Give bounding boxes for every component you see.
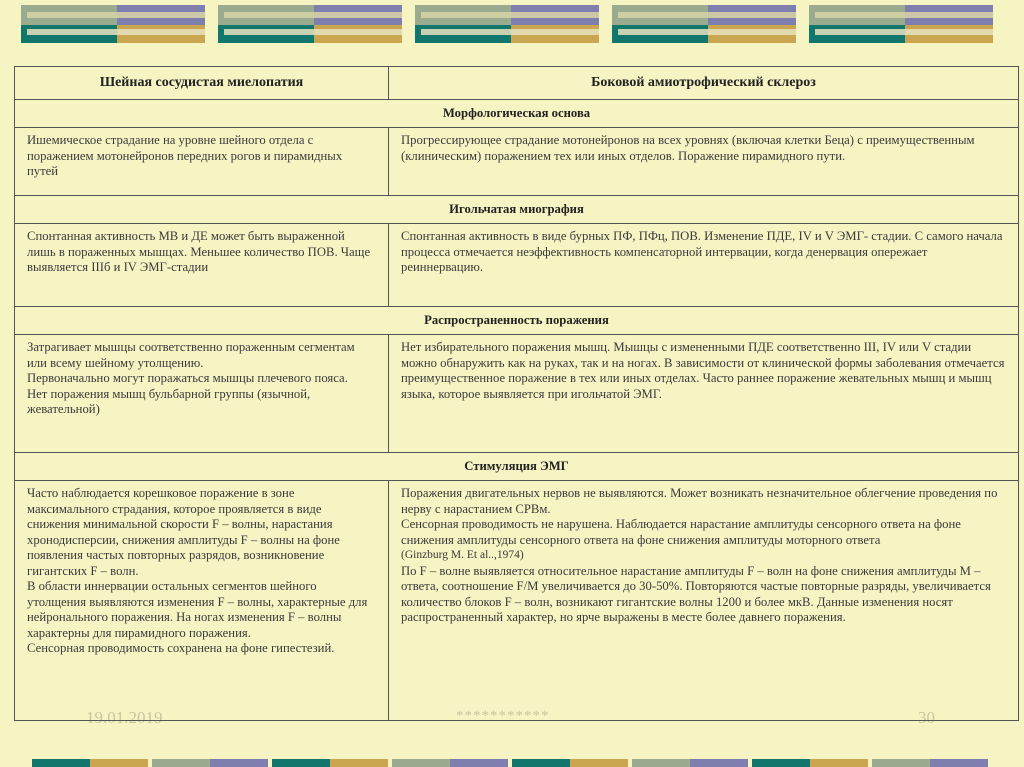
table-row xyxy=(15,224,1019,307)
cell-text: Сенсорная проводимость не нарушена. Наблюдается нарастание амплитуды сенсорного ответа на фоне снижения амплитуды сенсорного ответа на фоне снижения амплитуды моторного ответа xyxy=(401,517,961,547)
section-row xyxy=(15,196,1019,224)
cell-left xyxy=(15,335,389,453)
cell-left xyxy=(15,128,389,196)
table-row xyxy=(15,335,1019,453)
bottom-decorative-strip xyxy=(32,759,988,767)
banner-tile xyxy=(21,5,205,43)
strip-tile xyxy=(632,759,748,767)
column-header-left: Шейная сосудистая миелопатия xyxy=(15,67,389,100)
table-header-row xyxy=(15,67,1019,100)
cell-text: Поражения двигательных нервов не выявляются. Может возникать незначительное облегчение проведения по нерву с нарастанием СРВм. xyxy=(401,486,998,516)
column-header-right: Боковой амиотрофический склероз xyxy=(389,67,1019,100)
banner-tile xyxy=(415,5,599,43)
slide-number: 30 xyxy=(918,708,935,727)
slide-date: 19.01.2019 xyxy=(86,708,163,727)
cell-left xyxy=(15,481,389,721)
cell-right xyxy=(389,128,1019,196)
cell-left xyxy=(15,224,389,307)
section-title: Игольчатая миография xyxy=(15,196,1019,224)
strip-tile xyxy=(32,759,148,767)
slide-footer-stars: *********** xyxy=(456,708,550,724)
section-title: Морфологическая основа xyxy=(15,100,1019,128)
top-decorative-banner xyxy=(21,5,993,43)
cell-text: Первоначально могут поражаться мышцы плечевого пояса. xyxy=(27,371,348,385)
cell-text: Сенсорная проводимость сохранена на фоне гипестезий. xyxy=(27,641,335,655)
cell-text: Нет избирательного поражения мышц. Мышцы с измененными ПДЕ соответственно III, IV или V стадии можно обнаружить как на руках, так и на ногах. В зависимости от клинической формы заболевания отмечается преимущественное поражение в тех или иных отделах. Часто раннее поражение жевательных мышц и мышц языка, которое выявляется при игольчатой ЭМГ. xyxy=(401,340,1005,401)
section-title: Распространенность поражения xyxy=(15,307,1019,335)
section-row xyxy=(15,453,1019,481)
section-row xyxy=(15,100,1019,128)
cell-text: Часто наблюдается корешковое поражение в зоне максимального страдания, которое проявляется в виде снижения минимальной скорости F – волны, нарастания хронодисперсии, снижения амплитуды F – волны на фоне появления частых повторных разрядов, возникновение гигантских F – волн. xyxy=(27,486,340,578)
strip-tile xyxy=(392,759,508,767)
strip-tile xyxy=(872,759,988,767)
cell-text: Спонтанная активность в виде бурных ПФ, ПФц, ПОВ. Изменение ПДЕ, IV и V ЭМГ- стадии. С самого начала процесса отмечается неэффективность компенсаторной интервации, когда денервация опережает реиннервацию. xyxy=(401,229,1003,274)
cell-right xyxy=(389,335,1019,453)
table-row xyxy=(15,481,1019,721)
banner-tile xyxy=(218,5,402,43)
cell-text: Нет поражения мышц бульбарной группы (язычной, жевательной) xyxy=(27,386,311,416)
strip-tile xyxy=(272,759,388,767)
strip-tile xyxy=(152,759,268,767)
cell-text: Ишемическое страдание на уровне шейного отдела с поражением мотонейронов передних рогов и пирамидных путей xyxy=(27,133,343,178)
strip-tile xyxy=(512,759,628,767)
section-title: Стимуляция ЭМГ xyxy=(15,453,1019,481)
cell-text: Затрагивает мышцы соответственно пораженным сегментам или всему шейному утолщению. xyxy=(27,340,355,370)
table-row xyxy=(15,128,1019,196)
cell-text: Прогрессирующее страдание мотонейронов на всех уровнях (включая клетки Беца) с преимущественным (клиническим) поражением тех или иных отделов. Поражение пирамидного пути. xyxy=(401,133,975,163)
cell-text: В области иннервации остальных сегментов шейного утолщения выявляются изменения F – волны, характерные для нейронального поражения. На ногах изменения F – волны характерны для пирамидного поражения. xyxy=(27,579,368,640)
banner-tile xyxy=(809,5,993,43)
section-row xyxy=(15,307,1019,335)
cell-right xyxy=(389,481,1019,721)
cell-right xyxy=(389,224,1019,307)
cell-citation: (Ginzburg M. Et al..,1974) xyxy=(401,549,524,561)
cell-text: По F – волне выявляется относительное нарастание амплитуды F – волн на фоне снижения амплитуды М – ответа, соотношение F/M увеличивается до 30-50%. Повторяются частые повторные разряды, увеличивается количество блоков F – волн, возникают гигантские волны 1200 и более мкВ. Данные изменения носят распространенный характер, но ярче выражены в месте более давнего поражения. xyxy=(401,563,991,624)
banner-tile xyxy=(612,5,796,43)
strip-tile xyxy=(752,759,868,767)
cell-text: Спонтанная активность МВ и ДЕ может быть выраженной лишь в пораженных мышцах. Меньшее количество ПОВ. Чаще выявляется IIIб и IV ЭМГ-стадии xyxy=(27,229,371,274)
comparison-table xyxy=(14,66,1019,721)
